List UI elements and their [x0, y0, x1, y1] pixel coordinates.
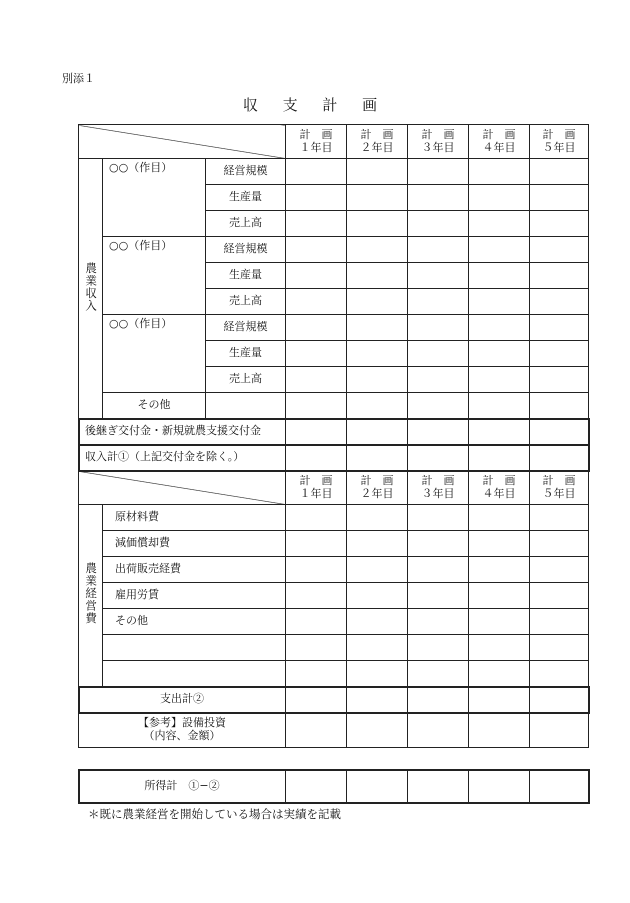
entry-cell[interactable] [408, 713, 469, 748]
entry-cell[interactable] [286, 531, 347, 557]
entry-cell[interactable] [469, 557, 530, 583]
crop-name: ○○（作目） [103, 237, 206, 315]
entry-cell[interactable] [347, 393, 408, 419]
entry-cell[interactable] [347, 687, 408, 713]
expense-item: 原材料費 [103, 505, 286, 531]
entry-cell[interactable] [530, 531, 589, 557]
page-title: 収 支 計 画 [242, 96, 388, 114]
entry-cell[interactable] [469, 770, 530, 803]
entry-cell[interactable] [347, 445, 408, 471]
entry-cell[interactable] [286, 635, 347, 661]
row-label: 生産量 [206, 341, 286, 367]
year-header: 計 画 ３年目 [408, 471, 469, 505]
net-income-label: 所得計 ①−② [79, 770, 286, 803]
net-income-table [78, 769, 589, 803]
diagonal-header-cell [79, 125, 286, 159]
entry-cell[interactable] [469, 289, 530, 315]
entry-cell[interactable] [408, 687, 469, 713]
entry-cell[interactable] [347, 713, 408, 748]
entry-cell[interactable] [469, 341, 530, 367]
entry-cell[interactable] [408, 609, 469, 635]
footnote: ＊既に農業経営を開始している場合は実績を記載 [88, 807, 341, 821]
year-header: 計 画 １年目 [286, 125, 347, 159]
subsidy-label: 後継ぎ交付金・新規就農支援交付金 [79, 419, 286, 445]
income-section-label: 農業収入 [79, 159, 103, 419]
entry-cell[interactable] [408, 211, 469, 237]
entry-cell[interactable] [530, 393, 589, 419]
other-income-label: その他 [103, 393, 206, 419]
income-header-row [79, 125, 589, 159]
entry-cell[interactable] [286, 687, 347, 713]
entry-cell[interactable] [530, 505, 589, 531]
entry-cell[interactable] [530, 263, 589, 289]
entry-cell[interactable] [347, 419, 408, 445]
income-total-label: 収入計①（上記交付金を除く。） [79, 445, 286, 471]
entry-cell[interactable] [286, 237, 347, 263]
entry-cell[interactable] [286, 505, 347, 531]
crop-name: ○○（作目） [103, 159, 206, 237]
entry-cell[interactable] [347, 159, 408, 185]
entry-cell[interactable] [347, 635, 408, 661]
row-label: 売上高 [206, 367, 286, 393]
entry-cell[interactable] [347, 609, 408, 635]
entry-cell[interactable] [286, 557, 347, 583]
entry-cell[interactable] [469, 419, 530, 445]
entry-cell[interactable] [347, 367, 408, 393]
expense-item-blank[interactable] [103, 635, 286, 661]
entry-cell[interactable] [408, 635, 469, 661]
entry-cell[interactable] [347, 315, 408, 341]
row-label: 経営規模 [206, 159, 286, 185]
entry-cell[interactable] [469, 263, 530, 289]
entry-cell[interactable] [347, 505, 408, 531]
row-label: 生産量 [206, 185, 286, 211]
entry-cell[interactable] [469, 185, 530, 211]
entry-cell[interactable] [469, 583, 530, 609]
entry-cell[interactable] [347, 531, 408, 557]
entry-cell[interactable] [347, 263, 408, 289]
entry-cell[interactable] [530, 635, 589, 661]
expense-section-label: 農業経営費 [79, 505, 103, 687]
row-label: 経営規模 [206, 237, 286, 263]
entry-cell[interactable] [469, 635, 530, 661]
entry-cell[interactable] [286, 289, 347, 315]
entry-cell[interactable] [408, 661, 469, 687]
diagonal-header-cell [79, 471, 286, 505]
entry-cell[interactable] [408, 263, 469, 289]
entry-cell[interactable] [530, 367, 589, 393]
entry-cell[interactable] [530, 315, 589, 341]
entry-cell[interactable] [286, 661, 347, 687]
expense-item: 雇用労賃 [103, 583, 286, 609]
entry-cell[interactable] [469, 237, 530, 263]
attachment-label: 別添１ [62, 72, 95, 85]
entry-cell[interactable] [408, 315, 469, 341]
entry-cell[interactable] [408, 557, 469, 583]
entry-cell[interactable] [286, 445, 347, 471]
entry-cell[interactable] [408, 419, 469, 445]
income-expense-table [78, 124, 589, 748]
entry-cell[interactable] [469, 713, 530, 748]
capital-investment-label: 【参考】設備投資 （内容、金額） [79, 713, 286, 748]
entry-cell[interactable] [469, 393, 530, 419]
year-header: 計 画 ４年目 [469, 125, 530, 159]
entry-cell[interactable] [469, 531, 530, 557]
entry-cell[interactable] [408, 185, 469, 211]
entry-cell[interactable] [408, 531, 469, 557]
entry-cell[interactable] [530, 341, 589, 367]
entry-cell[interactable] [347, 289, 408, 315]
entry-cell[interactable] [530, 661, 589, 687]
entry-cell[interactable] [469, 315, 530, 341]
entry-cell[interactable] [469, 687, 530, 713]
entry-cell[interactable] [286, 159, 347, 185]
entry-cell[interactable] [286, 263, 347, 289]
year-header: 計 画 ５年目 [530, 125, 589, 159]
expense-item: 出荷販売経費 [103, 557, 286, 583]
row-label: 売上高 [206, 211, 286, 237]
expense-header-row [79, 471, 589, 505]
entry-cell[interactable] [408, 445, 469, 471]
entry-cell[interactable] [530, 687, 589, 713]
entry-cell[interactable] [286, 211, 347, 237]
entry-cell[interactable] [408, 583, 469, 609]
row-label: 経営規模 [206, 315, 286, 341]
crop-name: ○○（作目） [103, 315, 206, 393]
entry-cell[interactable] [469, 159, 530, 185]
expense-total-label: 支出計② [79, 687, 286, 713]
entry-cell[interactable] [530, 557, 589, 583]
entry-cell[interactable] [347, 211, 408, 237]
entry-cell[interactable] [408, 341, 469, 367]
entry-cell[interactable] [530, 583, 589, 609]
entry-cell[interactable] [347, 661, 408, 687]
entry-cell[interactable] [469, 211, 530, 237]
year-header: 計 画 ５年目 [530, 471, 589, 505]
entry-cell[interactable] [286, 713, 347, 748]
entry-cell[interactable] [408, 367, 469, 393]
year-header: 計 画 １年目 [286, 471, 347, 505]
entry-cell[interactable] [469, 661, 530, 687]
entry-cell[interactable] [530, 237, 589, 263]
entry-cell[interactable] [408, 393, 469, 419]
entry-cell[interactable] [530, 211, 589, 237]
entry-cell[interactable] [408, 289, 469, 315]
entry-cell[interactable] [408, 505, 469, 531]
year-header: 計 画 ２年目 [347, 125, 408, 159]
entry-cell[interactable] [347, 583, 408, 609]
entry-cell[interactable] [530, 445, 589, 471]
entry-cell[interactable] [286, 367, 347, 393]
entry-cell[interactable] [286, 315, 347, 341]
entry-cell[interactable] [469, 367, 530, 393]
row-label: 売上高 [206, 289, 286, 315]
year-header: 計 画 ２年目 [347, 471, 408, 505]
entry-cell[interactable] [530, 609, 589, 635]
entry-cell[interactable] [469, 445, 530, 471]
entry-cell[interactable] [408, 237, 469, 263]
entry-cell[interactable] [408, 159, 469, 185]
entry-cell[interactable] [530, 770, 589, 803]
entry-cell[interactable] [286, 419, 347, 445]
expense-item: その他 [103, 609, 286, 635]
entry-cell[interactable] [286, 341, 347, 367]
entry-cell[interactable] [286, 583, 347, 609]
entry-cell[interactable] [347, 237, 408, 263]
year-header: 計 画 ３年目 [408, 125, 469, 159]
entry-cell[interactable] [347, 185, 408, 211]
entry-cell[interactable] [530, 419, 589, 445]
entry-cell[interactable] [469, 505, 530, 531]
entry-cell[interactable] [408, 770, 469, 803]
entry-cell[interactable] [286, 393, 347, 419]
row-label: 生産量 [206, 263, 286, 289]
entry-cell[interactable] [347, 557, 408, 583]
year-header: 計 画 ４年目 [469, 471, 530, 505]
entry-cell[interactable] [206, 393, 286, 419]
entry-cell[interactable] [530, 289, 589, 315]
entry-cell[interactable] [286, 609, 347, 635]
expense-item: 減価償却費 [103, 531, 286, 557]
entry-cell[interactable] [530, 185, 589, 211]
entry-cell[interactable] [286, 770, 347, 803]
entry-cell[interactable] [286, 185, 347, 211]
entry-cell[interactable] [347, 341, 408, 367]
entry-cell[interactable] [347, 770, 408, 803]
entry-cell[interactable] [530, 159, 589, 185]
entry-cell[interactable] [530, 713, 589, 748]
expense-item-blank[interactable] [103, 661, 286, 687]
entry-cell[interactable] [469, 609, 530, 635]
